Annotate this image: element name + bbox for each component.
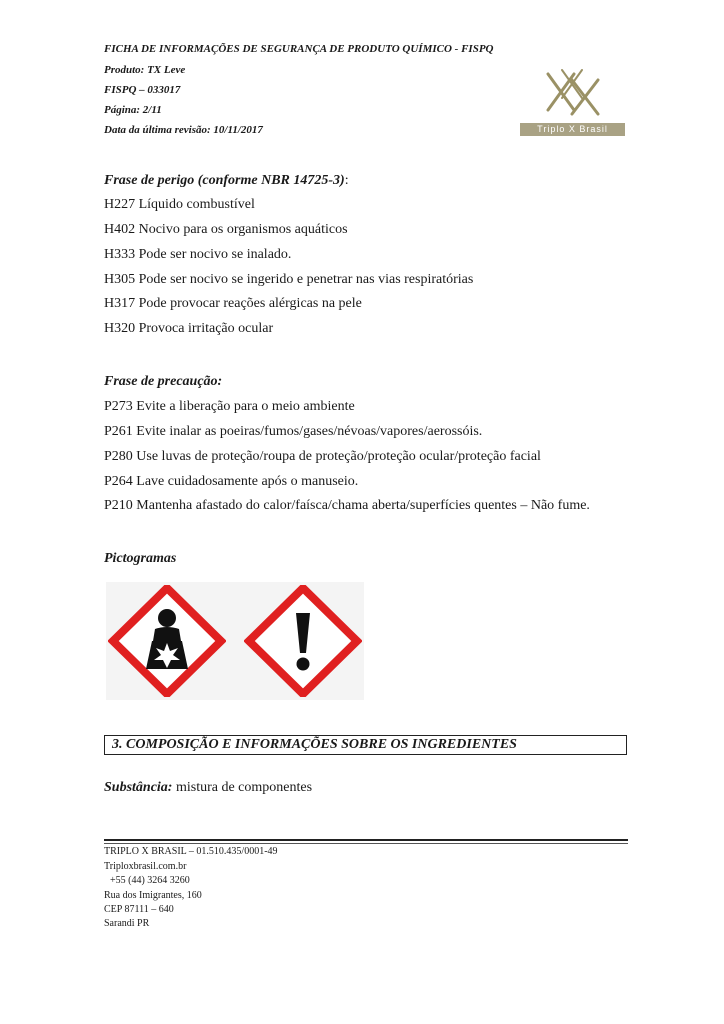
hazard-item: H317 Pode provocar reações alérgicas na pele — [104, 296, 362, 311]
substance-label: Substância: — [104, 780, 173, 795]
section-3-title: 3. COMPOSIÇÃO E INFORMAÇÕES SOBRE OS INGREDIENTES — [112, 737, 517, 752]
footer-divider-thin — [104, 843, 628, 844]
precaution-item: P280 Use luvas de proteção/roupa de proteção/proteção ocular/proteção facial — [104, 449, 541, 464]
footer-website: Triploxbrasil.com.br — [104, 861, 187, 872]
product-name: Produto: TX Leve — [104, 64, 186, 76]
health-hazard-icon — [108, 585, 226, 697]
hazard-item: H320 Provoca irritação ocular — [104, 321, 274, 336]
hazard-item: H333 Pode ser nocivo se inalado. — [104, 247, 292, 262]
hazard-heading — [104, 173, 349, 189]
substance-value: mistura de componentes — [172, 780, 313, 795]
precaution-heading: Frase de precaução: — [104, 374, 223, 389]
precaution-item: P273 Evite a liberação para o meio ambiente — [104, 399, 355, 414]
hazard-item: H305 Pode ser nocivo se ingerido e penetrar nas vias respiratórias — [104, 272, 474, 287]
hazard-heading-text: Frase de perigo (conforme NBR 14725-3) — [104, 173, 345, 188]
company-logo — [520, 66, 625, 138]
precaution-item: P264 Lave cuidadosamente após o manuseio. — [104, 474, 359, 489]
exclamation-mark-icon — [244, 585, 362, 697]
hazard-heading-suffix: : — [344, 173, 349, 188]
footer-city: Sarandi PR — [104, 918, 150, 929]
fispq-number: FISPQ – 033017 — [104, 84, 181, 96]
footer-company: TRIPLO X BRASIL – 01.510.435/0001-49 — [104, 846, 278, 857]
document-title: FICHA DE INFORMAÇÕES DE SEGURANÇA DE PRODUTO QUÍMICO - FISPQ — [104, 43, 494, 55]
precaution-item: P261 Evite inalar as poeiras/fumos/gases/névoas/vapores/aerossóis. — [104, 424, 483, 439]
footer-phone: +55 (44) 3264 3260 — [110, 875, 190, 886]
substance-line — [104, 780, 312, 796]
page-number: Página: 2/11 — [104, 104, 162, 116]
pictograms-panel — [106, 582, 364, 700]
pictograms-heading: Pictogramas — [104, 551, 177, 566]
hazard-item: H402 Nocivo para os organismos aquáticos — [104, 222, 348, 237]
hazard-item: H227 Líquido combustível — [104, 197, 255, 212]
footer-cep: CEP 87111 – 640 — [104, 904, 174, 915]
footer-street: Rua dos Imigrantes, 160 — [104, 890, 202, 901]
logo-text: Triplo X Brasil — [537, 124, 608, 134]
section-3-header — [104, 735, 627, 755]
revision-date: Data da última revisão: 10/11/2017 — [104, 124, 263, 136]
precaution-item: P210 Mantenha afastado do calor/faísca/chama aberta/superfícies quentes – Não fume. — [104, 498, 590, 513]
footer-divider — [104, 839, 628, 841]
